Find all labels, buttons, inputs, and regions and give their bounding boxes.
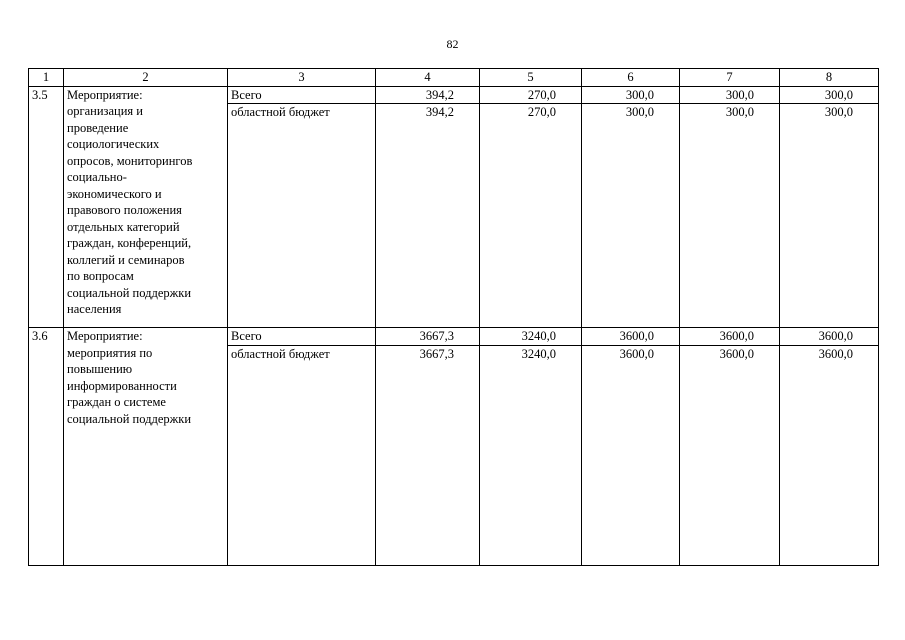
funding-source: Всего xyxy=(228,86,376,104)
column-header: 3 xyxy=(228,69,376,87)
row-number: 3.5 xyxy=(29,86,64,328)
value-cell: 3600,0 xyxy=(582,345,680,565)
column-header: 1 xyxy=(29,69,64,87)
column-header: 7 xyxy=(680,69,780,87)
column-header: 6 xyxy=(582,69,680,87)
table-row xyxy=(29,328,879,346)
funding-source: Всего xyxy=(228,328,376,346)
value-cell: 3600,0 xyxy=(680,345,780,565)
row-description: Мероприятие: организация и проведение социологических опросов, мониторингов социально- экономического и правового положения отдельных категорий граждан, конференций, коллегий и семинаров по вопросам социальной поддержки населения xyxy=(64,86,228,328)
value-cell: 300,0 xyxy=(582,86,680,104)
value-cell: 3600,0 xyxy=(680,328,780,346)
value-cell: 3600,0 xyxy=(780,345,879,565)
value-cell: 270,0 xyxy=(480,86,582,104)
row-description: Мероприятие: мероприятия по повышению информированности граждан о системе социальной поддержки xyxy=(64,328,228,566)
value-cell: 394,2 xyxy=(376,104,480,328)
budget-table xyxy=(28,68,879,566)
column-header: 4 xyxy=(376,69,480,87)
column-header: 2 xyxy=(64,69,228,87)
row-number: 3.6 xyxy=(29,328,64,566)
value-cell: 300,0 xyxy=(680,86,780,104)
table-header-row xyxy=(29,69,879,87)
value-cell: 270,0 xyxy=(480,104,582,328)
value-cell: 3600,0 xyxy=(780,328,879,346)
table-row xyxy=(29,86,879,104)
value-cell: 300,0 xyxy=(582,104,680,328)
column-header: 5 xyxy=(480,69,582,87)
value-cell: 3667,3 xyxy=(376,328,480,346)
funding-source: областной бюджет xyxy=(228,345,376,565)
column-header: 8 xyxy=(780,69,879,87)
value-cell: 300,0 xyxy=(780,104,879,328)
value-cell: 3600,0 xyxy=(582,328,680,346)
page-number: 82 xyxy=(446,37,459,51)
value-cell: 300,0 xyxy=(680,104,780,328)
value-cell: 3240,0 xyxy=(480,328,582,346)
value-cell: 3240,0 xyxy=(480,345,582,565)
value-cell: 3667,3 xyxy=(376,345,480,565)
value-cell: 300,0 xyxy=(780,86,879,104)
funding-source: областной бюджет xyxy=(228,104,376,328)
value-cell: 394,2 xyxy=(376,86,480,104)
